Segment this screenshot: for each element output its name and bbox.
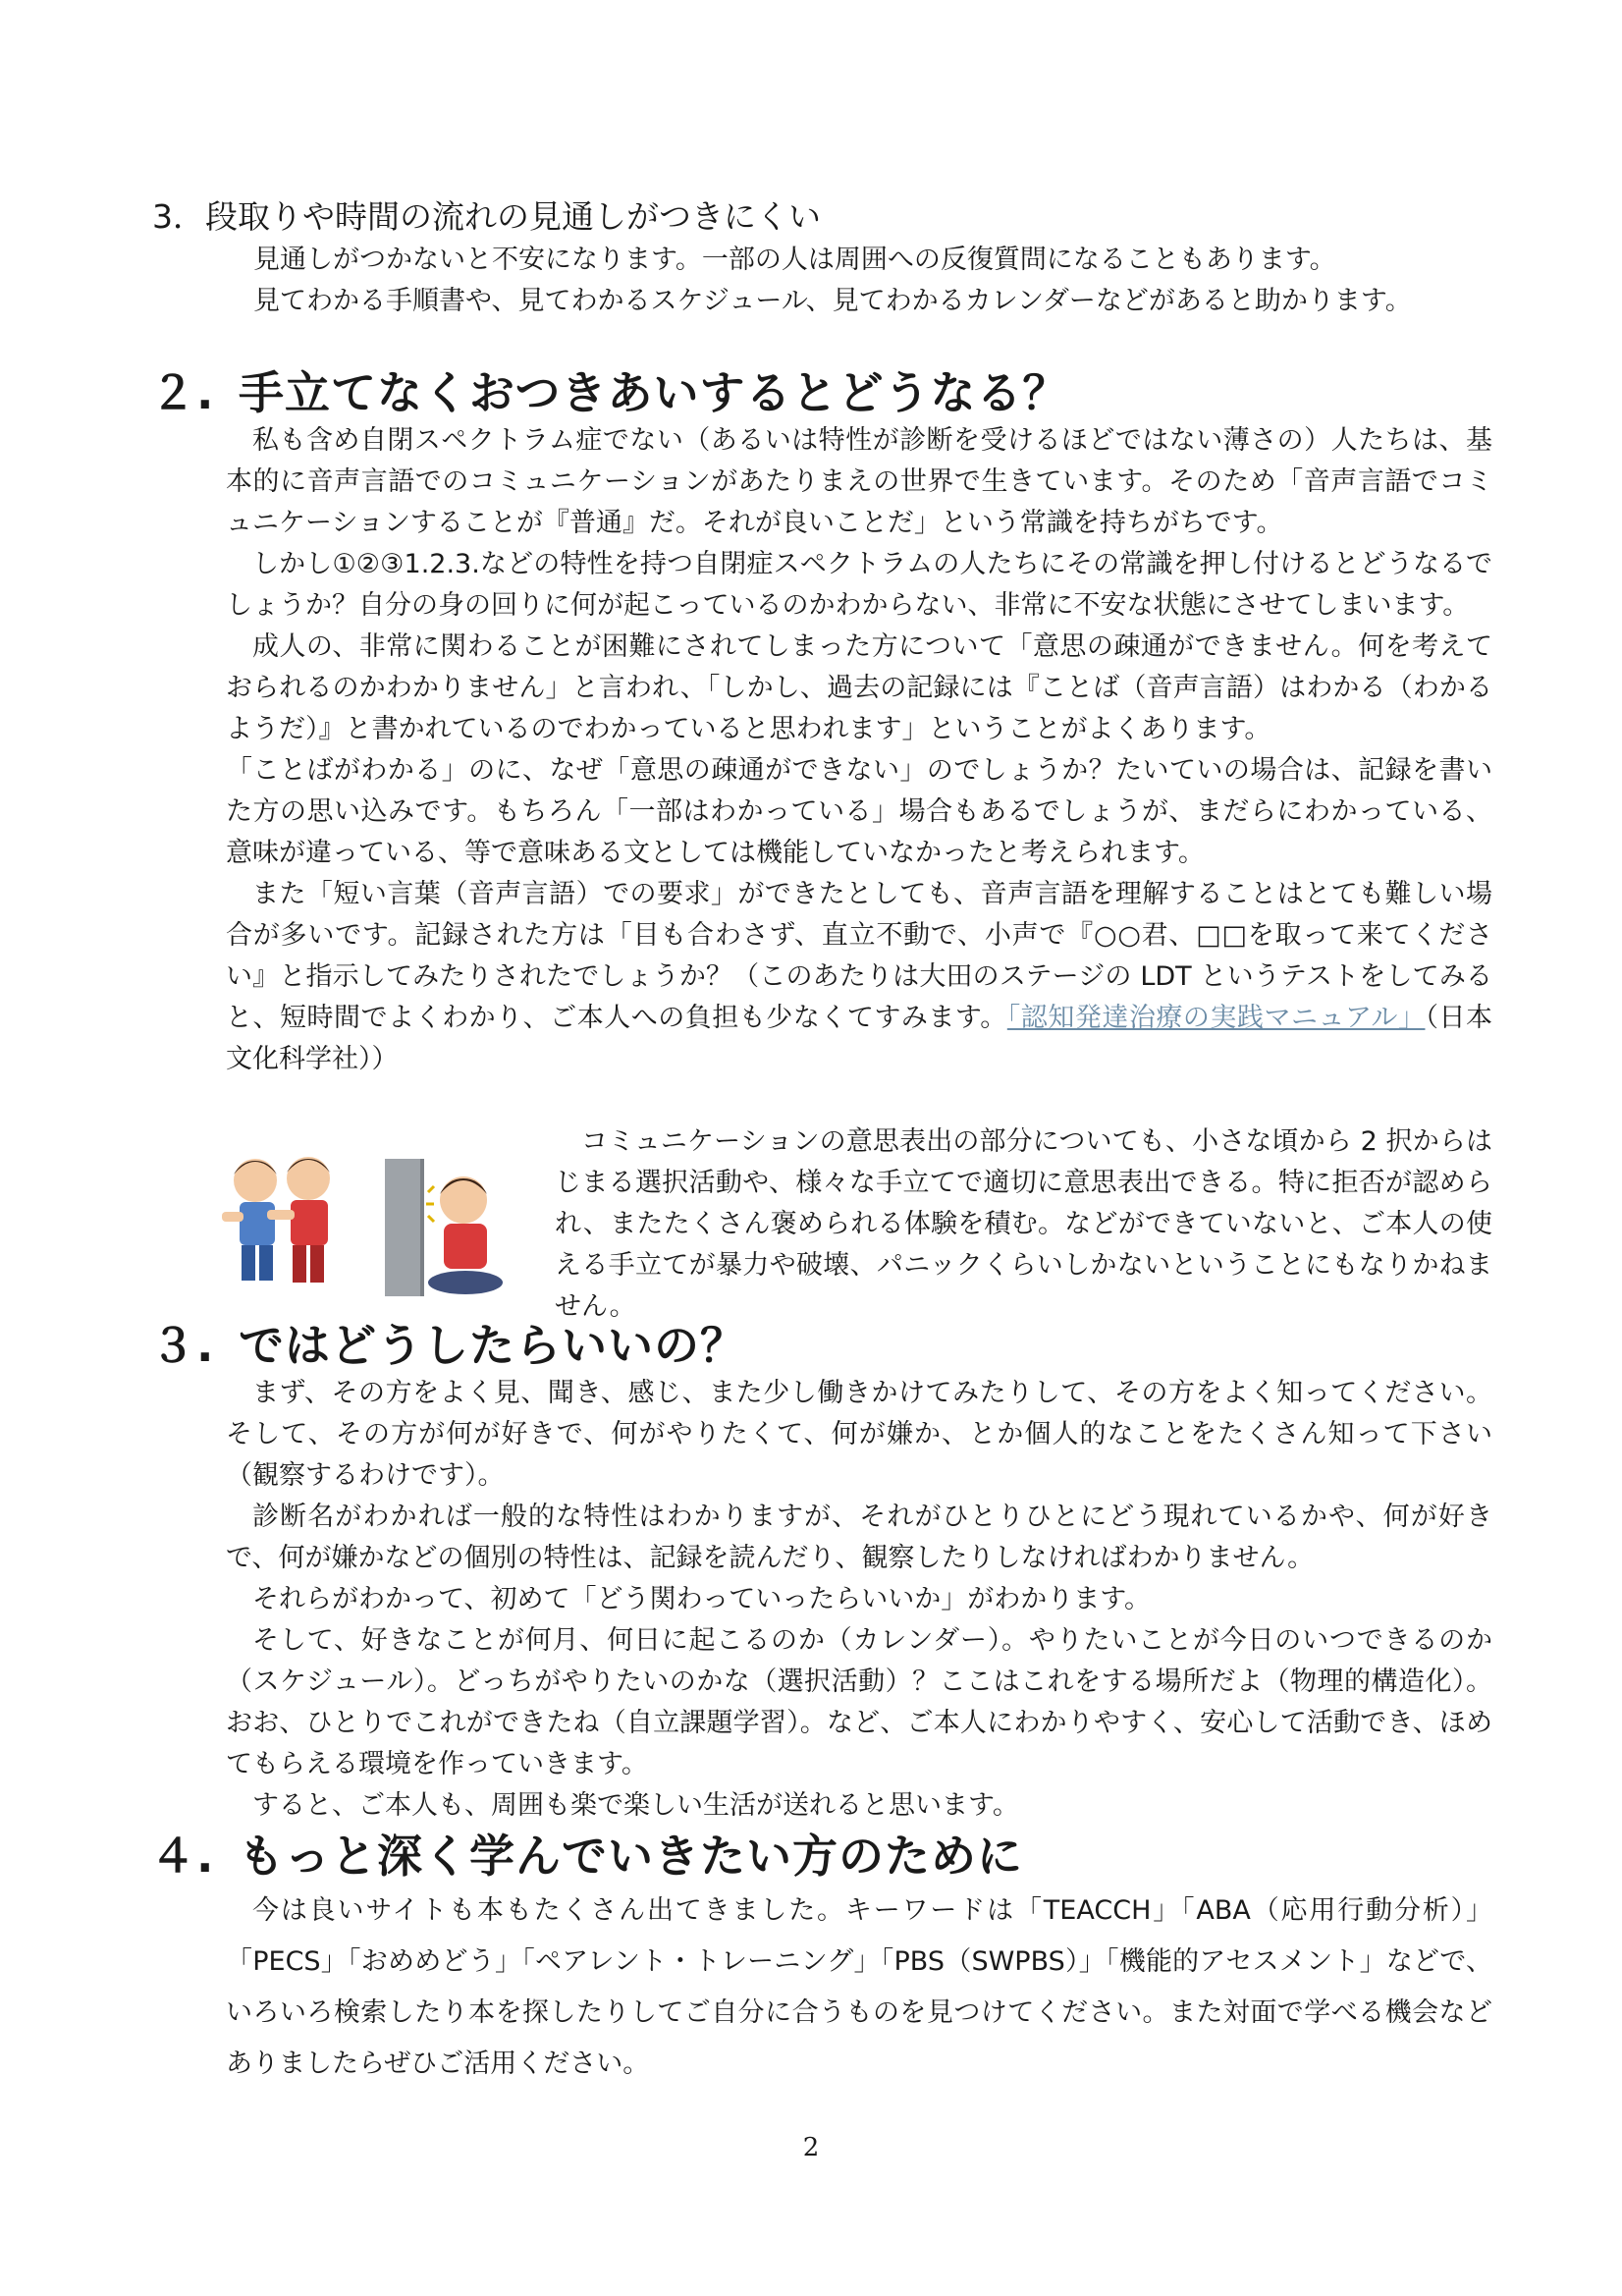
section-2-wrapped-text	[555, 1121, 1492, 1328]
door	[385, 1159, 420, 1296]
paragraph: 診断名がわかれば一般的な特性はわかりますが、それがひとりひとにどう現れているかや、何が好きで、何が嫌かなどの個別の特性は、記録を読んだり、観察したりしなければわかりません。	[226, 1502, 1492, 1573]
paragraph: コミュニケーションの意思表出の部分についても、小さな頃から 2 択からはじまる選択活動や、様々な手立てで適切に意思表出できる。特に拒否が認められ、またたくさん褒められる体験を積む。などができていないと、ご本人の使える手立てが暴力や破壊、パニックくらいしかないということにもなりかねません。	[555, 1126, 1492, 1322]
section-number: ３.	[150, 1319, 215, 1372]
section-2-heading	[150, 363, 1069, 422]
child-red-sitting-figure	[426, 1176, 503, 1294]
paragraph: 見てわかる手順書や、見てわかるスケジュール、見てわかるカレンダーなどがあると助かります。	[253, 286, 1412, 316]
paragraph: そして、好きなことが何月、何日に起こるのか（カレンダー）。やりたいことが今日のいつできるのか（スケジュール）。どっちがやりたいのかな（選択活動）？ここはこれをする場所だよ（物理的構造化）。おお、ひとりでこれができたね（自立課題学習）。など、ご本人にわかりやすく、安心して活動でき、ほめてもらえる環境を作っていきます。	[226, 1625, 1492, 1779]
child-red-figure	[267, 1157, 330, 1283]
paragraph: 成人の、非常に関わることが困難にされてしまった方について「意思の疎通ができません。何を考えておられるのかわかりません」と言われ、「しかし、過去の記録には『ことば（音声言語）はわかる（わかるようだ）』と書かれているのでわかっていると思われます」ということがよくあります。	[226, 631, 1492, 744]
paragraph: まず、その方をよく見、聞き、感じ、また少し働きかけてみたりして、その方をよく知ってください。そして、その方が何が好きで、何がやりたくて、何が嫌か、とか個人的なことをたくさん知って下さい（観察するわけです）。	[226, 1378, 1492, 1491]
section-number: ４.	[150, 1830, 215, 1883]
section-4-heading	[150, 1827, 1023, 1886]
section-number: ２.	[150, 366, 215, 419]
section-title: もっと深く学んでいきたい方のために	[239, 1830, 1023, 1883]
section-3-body	[226, 1373, 1492, 1827]
section-title: ではどうしたらいいの？	[239, 1319, 746, 1372]
paragraph: しかし①②③1.2.3.などの特性を持つ自閉症スペクトラムの人たちにその常識を押し付けるとどうなるでしょうか？自分の身の回りに何が起こっているのかわからない、非常に不安な状態にさせてしまいます。	[226, 549, 1492, 621]
section-4-body	[226, 1886, 1492, 2090]
paragraph	[226, 874, 1492, 1080]
book-link[interactable]: 「認知発達治療の実践マニュアル」	[1006, 1003, 1426, 1033]
paragraph: それらがわかって、初めて「どう関わっていったらいいか」がわかります。	[252, 1584, 1152, 1614]
page-number: 2	[802, 2133, 820, 2162]
paragraph: 見通しがつかないと不安になります。一部の人は周囲への反復質問になることもあります。	[253, 245, 1336, 275]
section-2-body	[226, 420, 1492, 1080]
paragraph-text: （日本文化科学社））	[226, 1003, 1492, 1074]
subheading-3-body	[253, 240, 1412, 322]
paragraph: すると、ご本人も、周囲も楽で楽しい生活が送れると思います。	[252, 1790, 1019, 1821]
paragraph: 今は良いサイトも本もたくさん出てきました。キーワードは「TEACCH」「ABA（応用行動分析）」「PECS」「おめめどう」「ペアレント・トレーニング」「PBS（SWPBS）」「機能的アセスメント」などで、いろいろ検索したり本を探したりしてご自分に合うものを見つけてください。また対面で学べる機会などありましたらぜひご活用ください。	[226, 1895, 1492, 2079]
subheading-3: 3．段取りや時間の流れの見通しがつきにくい	[152, 197, 821, 236]
section-3-heading	[150, 1316, 746, 1375]
paragraph: 「ことばがわかる」のに、なぜ「意思の疎通ができない」のでしょうか？たいていの場合は、記録を書いた方の思い込みです。もちろん「一部はわかっている」場合もあるでしょうが、まだらにわかっている、意味が違っている、等で意味ある文としては機能していなかったと考えられます。	[226, 755, 1492, 868]
paragraph: 私も含め自閉スペクトラム症でない（あるいは特性が診断を受けるほどではない薄さの）人たちは、基本的に音声言語でのコミュニケーションがあたりまえの世界で生きています。そのため「音声言語でコミュニケーションすることが『普通』だ。それが良いことだ」という常識を持ちがちです。	[226, 425, 1492, 538]
paragraph-text: また「短い言葉（音声言語）での要求」ができたとしても、音声言語を理解することはとても難しい場合が多いです。記録された方は「目も合わさず、直立不動で、小声で『○○君、□□を取って来てください』と指示してみたりされたでしょうか？（このあたりは大田のステージの LDT というテストをしてみると、短時間でよくわかり、ご本人への負担も少なくてすみます。	[226, 879, 1492, 1033]
child-blue-figure	[222, 1159, 277, 1281]
children-conflict-illustration	[218, 1139, 522, 1306]
section-title: 手立てなくおつきあいするとどうなる？	[239, 366, 1069, 419]
